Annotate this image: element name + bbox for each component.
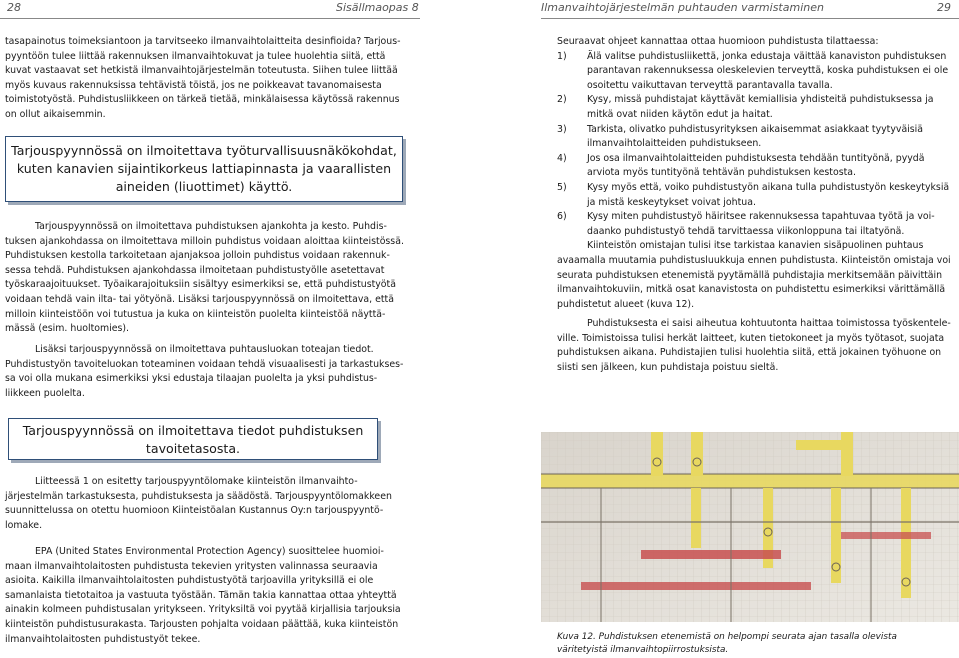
text-line: Lisäksi tarjouspyynnössä on ilmoitettava puhtausluokan toteajan tiedot. bbox=[35, 344, 374, 355]
list-item bbox=[557, 93, 953, 122]
text-line: Puhdistuksesta ei saisi aiheutua kohtuutonta haittaa toimistossa työskentele- bbox=[587, 318, 951, 330]
text-line: parantavan rakennuksessa oleskelevien terveyttä, koska puhdistuksen ei ole bbox=[587, 65, 949, 77]
text-line: Liitteessä 1 on esitetty tarjouspyyntölomake kiinteistön ilmanvaihto- bbox=[35, 476, 358, 487]
text-line: Kysy, missä puhdistajat käyttävät kemiallisia yhdisteitä puhdistuksessa ja bbox=[587, 94, 934, 106]
list-item bbox=[557, 210, 953, 239]
text-line: Puhdistustyön tavoiteluokan toteaminen voidaan tehdä visuaalisesti ja tarkastukses- bbox=[5, 358, 404, 370]
callout-safety bbox=[5, 136, 403, 202]
list-number: 2) bbox=[557, 94, 567, 106]
text-line: sa voi olla mukana esimerkiksi yksi edustaja tilaajan puolelta ja yksi puhdistus- bbox=[5, 373, 378, 385]
text-line: tuksen ajankohdassa on ilmoitettava milloin puhdistus voidaan aloittaa kiinteistössä. bbox=[5, 235, 404, 247]
figure-caption bbox=[557, 631, 937, 657]
text-line: maan ilmanvaihtolaitosten puhdistusta tekevien yritysten valinnassa seuraavia bbox=[5, 560, 378, 572]
text-line: järjestelmän tarkastuksesta, puhdistuksesta ja säädöstä. Tarjouspyyntölomakkeen bbox=[5, 490, 392, 502]
text-line: lomake. bbox=[5, 519, 43, 531]
text-line: Tarkista, olivatko puhdistusyrityksen aikaisemmat asiakkaat tyytyväisiä bbox=[587, 123, 924, 135]
text-line: ilmanvaihtolaitosten puhdistustyöt tekee. bbox=[5, 633, 201, 645]
text-line: toimistotyöstä. Puhdistusliikkeen on tärkeä tietää, minkälaisessa käytössä rakennus bbox=[5, 94, 400, 106]
list-number: 5) bbox=[557, 181, 567, 193]
text-line: pyyntöön tulee liittää rakennuksen ilmanvaihtokuvat ja tulee huolehtia siitä, että bbox=[5, 50, 386, 62]
text-line: on ollut aikaisemmin. bbox=[5, 108, 106, 120]
caption-line: väritetyistä ilmanvaihtopiirrostuksista. bbox=[557, 645, 729, 655]
text-line: Tarjouspyynnössä on ilmoitettava puhdistuksen ajankohta ja kesto. Puhdis- bbox=[35, 221, 387, 232]
text-line: ilmanvaihtolaitteiden puhdistukseen. bbox=[587, 138, 762, 150]
callout-line: Tarjouspyynnössä on ilmoitettava tiedot puhdistuksen bbox=[22, 423, 364, 438]
header-rule-right bbox=[541, 18, 959, 19]
left-paragraph-epa bbox=[5, 545, 405, 647]
right-page-number: 29 bbox=[937, 1, 951, 14]
list-number: 6) bbox=[557, 211, 567, 223]
text-line: avaamalla muutamia puhdistusluukkuja ennen puhdistusta. Kiinteistön omistaja voi bbox=[557, 254, 951, 266]
callout-target-level bbox=[8, 418, 378, 460]
list-item bbox=[557, 123, 953, 152]
text-line: daanko puhdistustyö tehdä tarvittaessa viikonloppuna tai iltatyönä. bbox=[587, 225, 905, 237]
text-line: Älä valitse puhdistusliikettä, jonka edustaja väittää kanaviston puhdistuksen bbox=[587, 50, 947, 62]
checklist-intro: Seuraavat ohjeet kannattaa ottaa huomioon puhdistusta tilattaessa: bbox=[557, 36, 879, 47]
checklist bbox=[557, 50, 953, 240]
text-line: arviota myös tuntityönä tehtävän puhdistuksen kestosta. bbox=[587, 167, 856, 179]
text-line: puhdistuksen aikana. Puhdistajien tulisi huolehtia siitä, että jokainen työhuone on bbox=[557, 347, 942, 359]
text-line: osoitettu vaikuttavan terveyttä parantavalla tavalla. bbox=[587, 79, 833, 91]
text-line: Puhdistuksen kestolla tarkoitetaan ajanjaksoa jolloin puhdistus voidaan rakennuk- bbox=[5, 250, 390, 262]
text-line: ville. Toimistoissa tulisi herkät laitteet, kuten tietokoneet ja myös työtasot, suojata bbox=[557, 332, 945, 344]
right-checklist bbox=[557, 35, 953, 376]
text-line: myös kuvaus rakennuksissa tehtävistä töistä, jos ne poikkeavat tavanomaisesta bbox=[5, 79, 382, 91]
list-item bbox=[557, 152, 953, 181]
left-page-number: 28 bbox=[7, 1, 21, 14]
text-line: sessa tehdä. Puhdistuksen ajankohdassa ilmoitetaan puhdistustyölle asetettavat bbox=[5, 264, 385, 276]
text-line: ilmanvaihtokuviin, mitkä osat kanavistosta on puhdistettu esimerkiksi värittämällä bbox=[557, 284, 946, 296]
text-line: ainakin kolmeen puhdistusalan yritykseen. Yrityksiltä voi pyytää kirjallisia tarjouksia bbox=[5, 604, 401, 616]
callout-line: tavoitetasosta. bbox=[145, 441, 241, 456]
duct-drawing-photo bbox=[541, 432, 959, 622]
text-line: voidaan tehdä vain ilta- tai yötyönä. Lisäksi tarjouspyynnössä on ilmoitettava, että bbox=[5, 293, 394, 305]
list-item bbox=[557, 181, 953, 210]
text-line: suunnittelussa on otettu huomioon Kiinteistöalan Kustannus Oy:n tarjouspyyntö- bbox=[5, 505, 384, 517]
text-line: Kiinteistön omistajan tulisi itse tarkistaa kanavien sisäpuolinen puhtaus bbox=[587, 240, 924, 252]
callout-line: kuten kanavien sijaintikorkeus lattiapinnasta ja vaarallisten bbox=[16, 161, 392, 176]
left-intro-paragraph bbox=[5, 35, 405, 123]
list-number: 1) bbox=[557, 50, 567, 62]
callout-line: aineiden (liuottimet) käyttö. bbox=[115, 179, 293, 194]
text-line: puhdistetut alueet (kuva 12). bbox=[557, 298, 695, 310]
caption-line: Kuva 12. Puhdistuksen etenemistä on helpompi seurata ajan tasalla olevista bbox=[557, 632, 897, 642]
text-line: milloin kiinteistöön voi tutustua ja kuka on kiinteistön puolelta kiinteistöä näyttä- bbox=[5, 308, 386, 320]
list-number: 3) bbox=[557, 123, 567, 135]
text-line: seurata puhdistuksen etenemistä pyytämällä puhdistajia merkitsemään päivittäin bbox=[557, 269, 943, 281]
text-line: Kysy miten puhdistustyö häiritsee rakennuksessa tapahtuvaa työtä ja voi- bbox=[587, 211, 935, 223]
page-header bbox=[0, 0, 959, 18]
header-rule-left bbox=[0, 18, 420, 19]
text-line: Kysy myös että, voiko puhdistustyön aikana tulla puhdistustyön keskeytyksiä bbox=[587, 181, 950, 193]
text-line: kuvat vastaavat set hetkistä ilmanvaihtojärjestelmän toteutusta. Siihen tulee liittää bbox=[5, 65, 398, 77]
right-section-title: Ilmanvaihtojärjestelmän puhtauden varmistaminen bbox=[541, 1, 824, 14]
left-paragraph-cleanliness-class bbox=[5, 343, 405, 401]
text-line: mitkä ovat niiden käytön edut ja haitat. bbox=[587, 108, 773, 120]
text-line: kiinteistön puhdistusurakasta. Tarjousten pohjalta voidaan päättää, kuka kiinteistön bbox=[5, 618, 399, 630]
text-line: liikkeen puolelta. bbox=[5, 387, 85, 399]
left-paragraph-appendix bbox=[5, 475, 405, 533]
text-line: siisti sen jälkeen, kun puhdistaja poistuu sieltä. bbox=[557, 362, 779, 374]
text-line: työskaraajoituukset. Työaikarajoituksiin sisältyy esimerkiksi se, että puhdistustyötä bbox=[5, 279, 396, 291]
text-line: tasapainotus toimeksiantoon ja tarvitseeko ilmanvaihtolaitteita desinfioida? Tarjous- bbox=[5, 36, 401, 47]
left-section-title: Sisällmaopas 8 bbox=[336, 1, 419, 14]
callout-line: Tarjouspyynnössä on ilmoitettava työturvallisuusnäkökohdat, bbox=[11, 143, 397, 158]
text-line: asioita. Kaikilla ilmanvaihtolaitosten puhdistustyötä tarjoavilla yrityksillä ei ole bbox=[5, 575, 374, 587]
text-line: mässä (esim. huoltomies). bbox=[5, 323, 130, 335]
text-line: ja mistä keskeytykset voivat johtua. bbox=[587, 196, 756, 208]
list-number: 4) bbox=[557, 152, 567, 164]
text-line: EPA (United States Environmental Protection Agency) suosittelee huomioi- bbox=[35, 546, 384, 557]
list-item bbox=[557, 50, 953, 94]
text-line: Jos osa ilmanvaihtolaitteiden puhdistuksesta tehdään tuntityönä, pyydä bbox=[587, 152, 925, 164]
text-line: samanlaista tietotaitoa ja vastuuta työstään. Tämän takia kannattaa ottaa yhteyttä bbox=[5, 589, 397, 601]
left-paragraph-schedule bbox=[5, 220, 405, 337]
